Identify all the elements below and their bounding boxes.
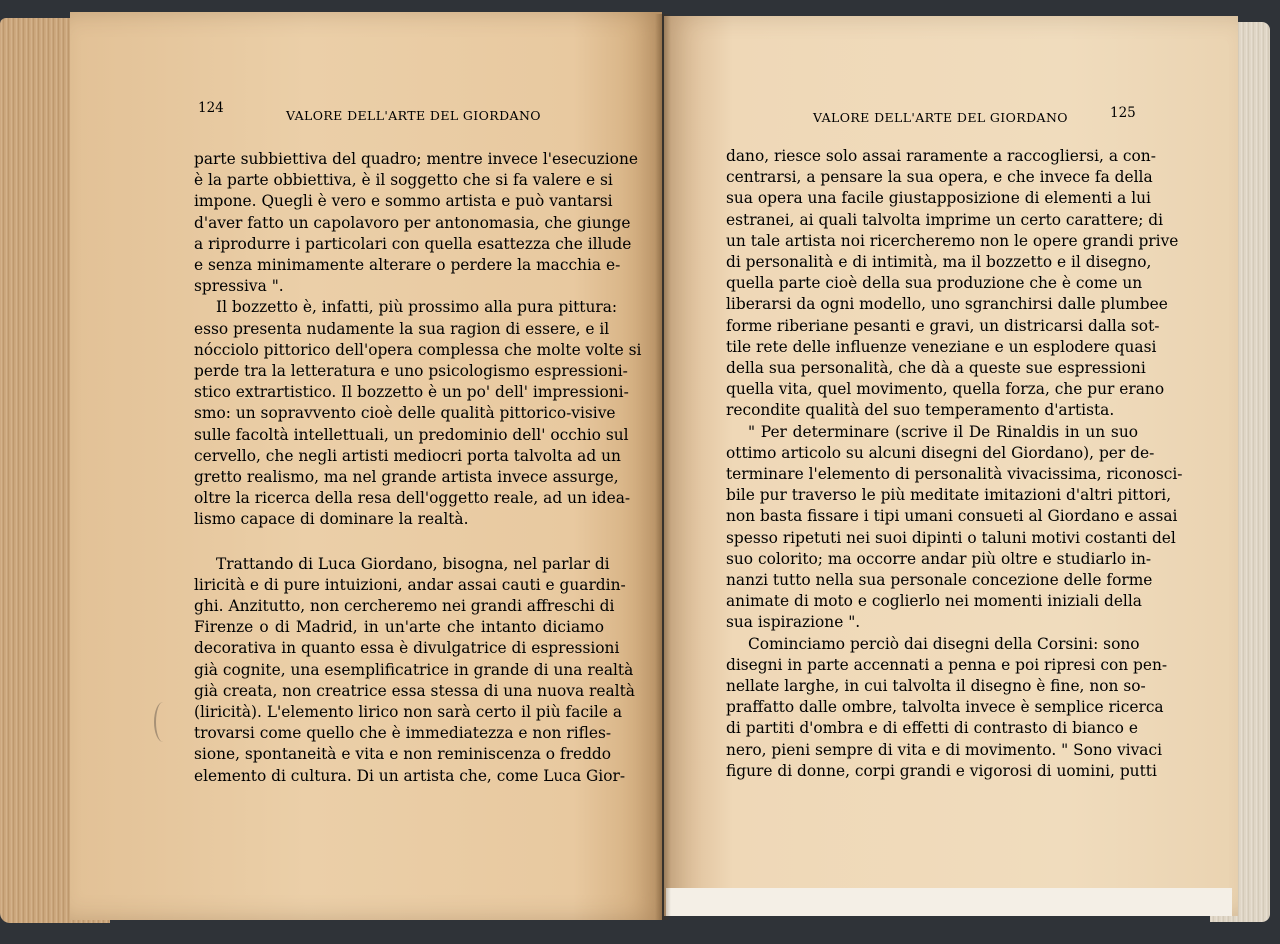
text-line: animate di moto e coglierlo nei momenti iniziali della [726, 592, 1142, 611]
text-line: cervello, che negli artisti mediocri porta talvolta ad un [194, 446, 621, 465]
text-line: bile pur traverso le più meditate imitazioni d'altri pittori, [726, 486, 1172, 505]
text-line: smo: un sopravvento cioè delle qualità pittorico-visive [194, 404, 616, 423]
text-line: spressiva ". [194, 277, 284, 296]
text-line: stico extrartistico. Il bozzetto è un po' dell' impressioni- [194, 383, 629, 402]
left-page-text [194, 149, 642, 787]
text-line: di personalità e di intimità, ma il bozzetto e il disegno, [726, 253, 1152, 272]
text-line: figure di donne, corpi grandi e vigorosi di uomini, putti [726, 761, 1157, 780]
text-line: ghi. Anzitutto, non cercheremo nei grandi affreschi di [194, 597, 615, 616]
text-line: impone. Quegli è vero e sommo artista e può vantarsi [194, 192, 613, 211]
text-line: disegni in parte accennati a penna e poi ripresi con pen- [726, 655, 1168, 674]
text-line: tile rete delle influenze veneziane e un esplodere quasi [726, 337, 1157, 356]
text-line: (liricità). L'elemento lirico non sarà certo il più facile a [194, 703, 623, 722]
text-line: spesso ripetuti nei suoi dipinti o taluni motivi costanti del [726, 528, 1176, 547]
text-line: liberarsi da ogni modello, uno sgranchirsi dalle plumbee [726, 295, 1168, 314]
text-line: trovarsi come quello che è immediatezza e non rifles- [194, 724, 612, 743]
text-line: di partiti d'ombra e di effetti di contrasto di bianco e [726, 719, 1138, 738]
text-line: della sua personalità, che dà a queste sue espressioni [726, 359, 1146, 378]
text-line: e senza minimamente alterare o perdere la macchia e- [194, 256, 621, 275]
text-line: nanzi tutto nella sua personale concezione delle forme [726, 571, 1153, 590]
text-line: " Per determinare (scrive il De Rinaldis in un suo [748, 422, 1138, 441]
text-line: nócciolo pittorico dell'opera complessa che molte volte si [194, 340, 642, 359]
text-line: estranei, ai quali talvolta imprime un certo carattere; di [726, 210, 1164, 229]
text-line: perde tra la letteratura e uno psicologismo espressioni- [194, 362, 628, 381]
pencil-annotation-mark [154, 702, 172, 742]
text-line: quella vita, quel movimento, quella forza, che pur erano [726, 380, 1165, 399]
text-line: Il bozzetto è, infatti, più prossimo alla pura pittura: [216, 298, 618, 317]
text-line: Trattando di Luca Giordano, bisogna, nel parlar di [216, 554, 610, 573]
text-line: nellate larghe, in cui talvolta il disegno è fine, non so- [726, 677, 1146, 696]
text-line: non basta fissare i tipi umani consueti al Giordano e assai [726, 507, 1178, 526]
text-line: liricità e di pure intuizioni, andar assai cauti e guardin- [194, 575, 626, 594]
text-line: forme riberiane pesanti e gravi, un districarsi dalla sot- [726, 316, 1160, 335]
text-line: nero, pieni sempre di vita e di movimento. " Sono vivaci [726, 740, 1162, 759]
text-line: quella parte cioè della sua produzione che è come un [726, 274, 1143, 293]
page-bottom-strip [666, 888, 1232, 916]
text-line: parte subbiettiva del quadro; mentre invece l'esecuzione [194, 150, 638, 168]
left-page-number: 124 [198, 100, 224, 116]
text-line: sua ispirazione ". [726, 613, 861, 632]
text-line: ottimo articolo su alcuni disegni del Giordano), per de- [726, 443, 1155, 462]
text-line: già cognite, una esemplificatrice in grande di una realtà [194, 660, 634, 679]
right-running-head: VALORE DELL'ARTE DEL GIORDANO [813, 110, 1068, 125]
text-line: dano, riesce solo assai raramente a raccogliersi, a con- [726, 147, 1156, 165]
text-line: recondite qualità del suo temperamento d'artista. [726, 401, 1115, 420]
right-page-number: 125 [1110, 105, 1136, 121]
text-line: decorativa in quanto essa è divulgatrice di espressioni [194, 639, 620, 658]
book-gutter [655, 14, 671, 920]
text-line: suo colorito; ma occorre andar più oltre e studiarlo in- [726, 549, 1152, 568]
text-line: Firenze o di Madrid, in un'arte che intanto diciamo [194, 618, 604, 637]
text-line: Cominciamo perciò dai disegni della Corsini: sono [748, 634, 1140, 653]
text-line: lismo capace di dominare la realtà. [194, 510, 469, 529]
text-line: sione, spontaneità e vita e non reminiscenza o freddo [194, 745, 612, 764]
text-line: centrarsi, a pensare la sua opera, e che invece fa della [726, 168, 1153, 187]
text-line: esso presenta nudamente la sua ragion di essere, e il [194, 319, 610, 338]
text-line: è la parte obbiettiva, è il soggetto che si fa valere e si [194, 171, 613, 190]
text-line: elemento di cultura. Di un artista che, come Luca Gior- [194, 766, 626, 785]
text-line: d'aver fatto un capolavoro per antonomasia, che giunge [194, 213, 631, 232]
paragraph-gap [194, 531, 604, 554]
text-line: gretto realismo, ma nel grande artista invece assurge, [194, 468, 619, 487]
text-line: sulle facoltà intellettuali, un predominio dell' occhio sul [194, 425, 629, 444]
left-running-head: VALORE DELL'ARTE DEL GIORDANO [286, 108, 541, 123]
text-line: a riprodurre i particolari con quella esattezza che illude [194, 234, 632, 253]
text-line: terminare l'elemento di personalità vivacissima, riconosci- [726, 465, 1183, 484]
text-line: oltre la ricerca della resa dell'oggetto reale, ad un idea- [194, 489, 631, 508]
text-line: praffatto dalle ombre, talvolta invece è semplice ricerca [726, 698, 1164, 717]
text-line: già creata, non creatrice essa stessa di una nuova realtà [194, 681, 635, 700]
text-line: un tale artista noi ricercheremo non le opere grandi prive [726, 231, 1179, 250]
right-page-text [726, 146, 1183, 782]
text-line: sua opera una facile giustapposizione di elementi a lui [726, 189, 1151, 208]
